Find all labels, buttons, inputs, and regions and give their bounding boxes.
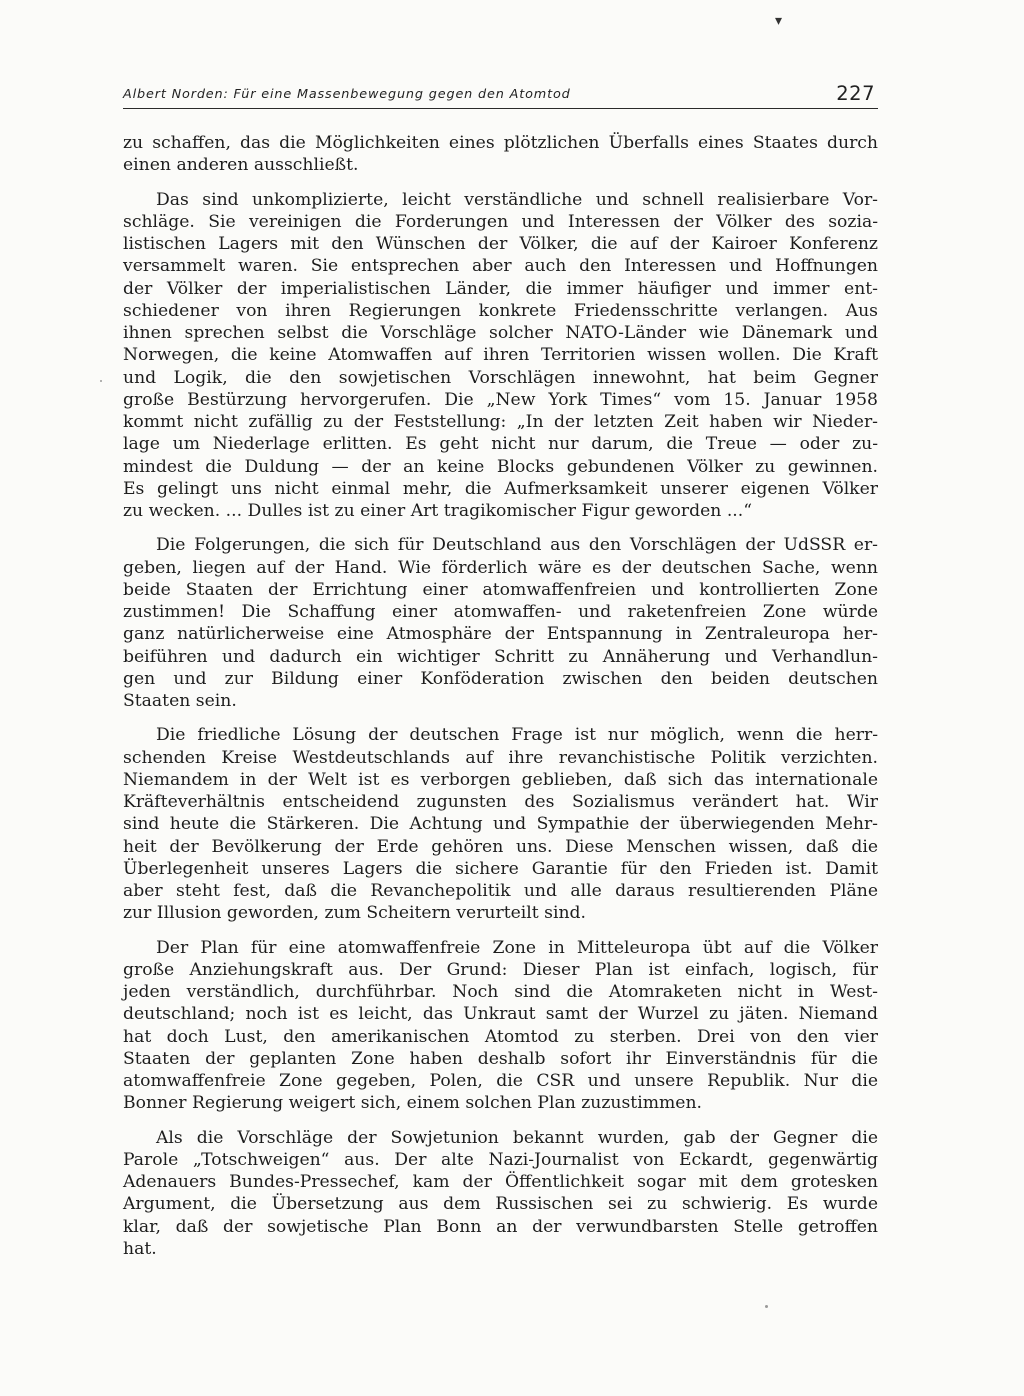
text-line: sind heute die Stärkeren. Die Achtung und Sympathie der überwiegenden Mehr- xyxy=(123,814,878,835)
text-line: Der Plan für eine atomwaffenfreie Zone in Mitteleuropa übt auf die Völker xyxy=(156,937,878,958)
text-line: ihnen sprechen selbst die Vorschläge solcher NATO-Länder wie Dänemark und xyxy=(123,323,878,343)
paragraph-2 xyxy=(123,189,878,523)
text-line: Kräfteverhältnis entscheidend zugunsten des Sozialismus verändert hat. Wir xyxy=(123,792,878,812)
text-line: Staaten der geplanten Zone haben deshalb sofort ihr Einverständnis für die xyxy=(123,1048,878,1069)
text-line: beiführen und dadurch ein wichtiger Schritt zu Annäherung und Verhandlun- xyxy=(123,646,878,667)
text-line: hat. xyxy=(123,1238,157,1259)
text-line: versammelt waren. Sie entsprechen aber auch den Interessen und Hoffnungen xyxy=(123,256,878,277)
text-line: mindest die Duldung — der an keine Blocks gebundenen Völker zu gewinnen. xyxy=(123,456,878,477)
text-line: schläge. Sie vereinigen die Forderungen und Interessen der Völker des sozia- xyxy=(123,211,878,232)
text-line: Als die Vorschläge der Sowjetunion bekannt wurden, gab der Gegner die xyxy=(156,1127,878,1148)
text-line: einen anderen ausschließt. xyxy=(123,155,359,176)
scan-speck xyxy=(765,1305,768,1308)
text-line: Bonner Regierung weigert sich, einem solchen Plan zuzustimmen. xyxy=(123,1093,703,1114)
body-text xyxy=(123,132,878,1272)
text-line: gen und zur Bildung einer Konföderation zwischen den beiden deutschen xyxy=(123,668,878,689)
text-line: Argument, die Übersetzung aus dem Russischen sei zu schwierig. Es wurde xyxy=(123,1194,878,1215)
text-line: Die friedliche Lösung der deutschen Frage ist nur möglich, wenn die herr- xyxy=(156,725,878,746)
text-line: Die Folgerungen, die sich für Deutschland aus den Vorschlägen der UdSSR er- xyxy=(156,535,878,556)
text-line: hat doch Lust, den amerikanischen Atomtod zu sterben. Drei von den vier xyxy=(123,1026,878,1047)
text-line: Parole „Totschweigen“ aus. Der alte Nazi-Journalist von Eckardt, gegenwärtig xyxy=(123,1149,878,1170)
page-number: 227 xyxy=(836,82,875,105)
text-line: und Logik, die den sowjetischen Vorschlägen innewohnt, hat beim Gegner xyxy=(123,367,878,388)
text-line: jeden verständlich, durchführbar. Noch sind die Atomraketen nicht in West- xyxy=(123,982,878,1002)
text-line: beide Staaten der Errichtung einer atomwaffenfreien und kontrollierten Zone xyxy=(123,579,878,600)
text-line: geben, liegen auf der Hand. Wie förderlich wäre es der deutschen Sache, wenn xyxy=(123,557,878,578)
text-line: Adenauers Bundes-Pressechef, kam der Öffentlichkeit sogar mit dem grotesken xyxy=(123,1172,878,1192)
text-line: Staaten sein. xyxy=(123,691,237,711)
text-line: zur Illusion geworden, zum Scheitern verurteilt sind. xyxy=(123,903,587,924)
paragraph-5 xyxy=(123,937,878,1115)
text-line: Das sind unkomplizierte, leicht verständliche und schnell realisierbare Vor- xyxy=(156,189,878,210)
text-line: kommt nicht zufällig zu der Feststellung: „In der letzten Zeit haben wir Nieder- xyxy=(123,412,878,432)
text-line: schenden Kreise Westdeutschlands auf ihre revanchistische Politik verzichten. xyxy=(123,747,878,768)
text-line: Norwegen, die keine Atomwaffen auf ihren Territorien wissen wollen. Die Kraft xyxy=(123,345,878,366)
paragraph-3 xyxy=(123,534,878,712)
paragraph-1 xyxy=(123,132,878,177)
text-line: große Bestürzung hervorgerufen. Die „New York Times“ vom 15. Januar 1958 xyxy=(123,389,878,410)
text-line: atomwaffenfreie Zone gegeben, Polen, die CSR und unsere Republik. Nur die xyxy=(123,1071,878,1091)
paragraph-4 xyxy=(123,724,878,924)
text-line: zustimmen! Die Schaffung einer atomwaffen- und raketenfreien Zone würde xyxy=(123,602,878,622)
top-margin-mark: ▾ xyxy=(775,13,783,29)
text-line: zu schaffen, das die Möglichkeiten eines plötzlichen Überfalls eines Staates durch xyxy=(123,133,878,153)
paragraph-6 xyxy=(123,1127,878,1261)
text-line: klar, daß der sowjetische Plan Bonn an der verwundbarsten Stelle getroffen xyxy=(123,1216,878,1237)
text-line: heit der Bevölkerung der Erde gehören uns. Diese Menschen wissen, daß die xyxy=(123,836,878,857)
running-title: Albert Norden: Für eine Massenbewegung gegen den Atomtod xyxy=(123,87,571,102)
text-line: große Anziehungskraft aus. Der Grund: Dieser Plan ist einfach, logisch, für xyxy=(123,959,878,980)
text-line: listischen Lagers mit den Wünschen der Völker, die auf der Kairoer Konferenz xyxy=(123,234,878,254)
text-line: Es gelingt uns nicht einmal mehr, die Aufmerksamkeit unserer eigenen Völker xyxy=(123,478,878,499)
text-line: lage um Niederlage erlitten. Es geht nicht nur darum, die Treue — oder zu- xyxy=(123,434,878,455)
scan-speck xyxy=(100,380,102,382)
text-line: zu wecken. ... Dulles ist zu einer Art tragikomischer Figur geworden ...“ xyxy=(123,501,752,521)
text-line: deutschland; noch ist es leicht, das Unkraut samt der Wurzel zu jäten. Niemand xyxy=(123,1004,878,1025)
text-line: Überlegenheit unseres Lagers die sichere Garantie für den Frieden ist. Damit xyxy=(123,858,878,879)
text-line: schiedener von ihren Regierungen konkrete Friedensschritte verlangen. Aus xyxy=(123,300,878,321)
text-line: aber steht fest, daß die Revanchepolitik und alle daraus resultierenden Pläne xyxy=(123,881,878,901)
running-header xyxy=(123,82,878,109)
text-line: der Völker der imperialistischen Länder, die immer häufiger und immer ent- xyxy=(123,278,878,299)
text-line: Niemandem in der Welt ist es verborgen geblieben, daß sich das internationale xyxy=(123,769,878,790)
text-line: ganz natürlicherweise eine Atmosphäre der Entspannung in Zentraleuropa her- xyxy=(123,624,878,645)
